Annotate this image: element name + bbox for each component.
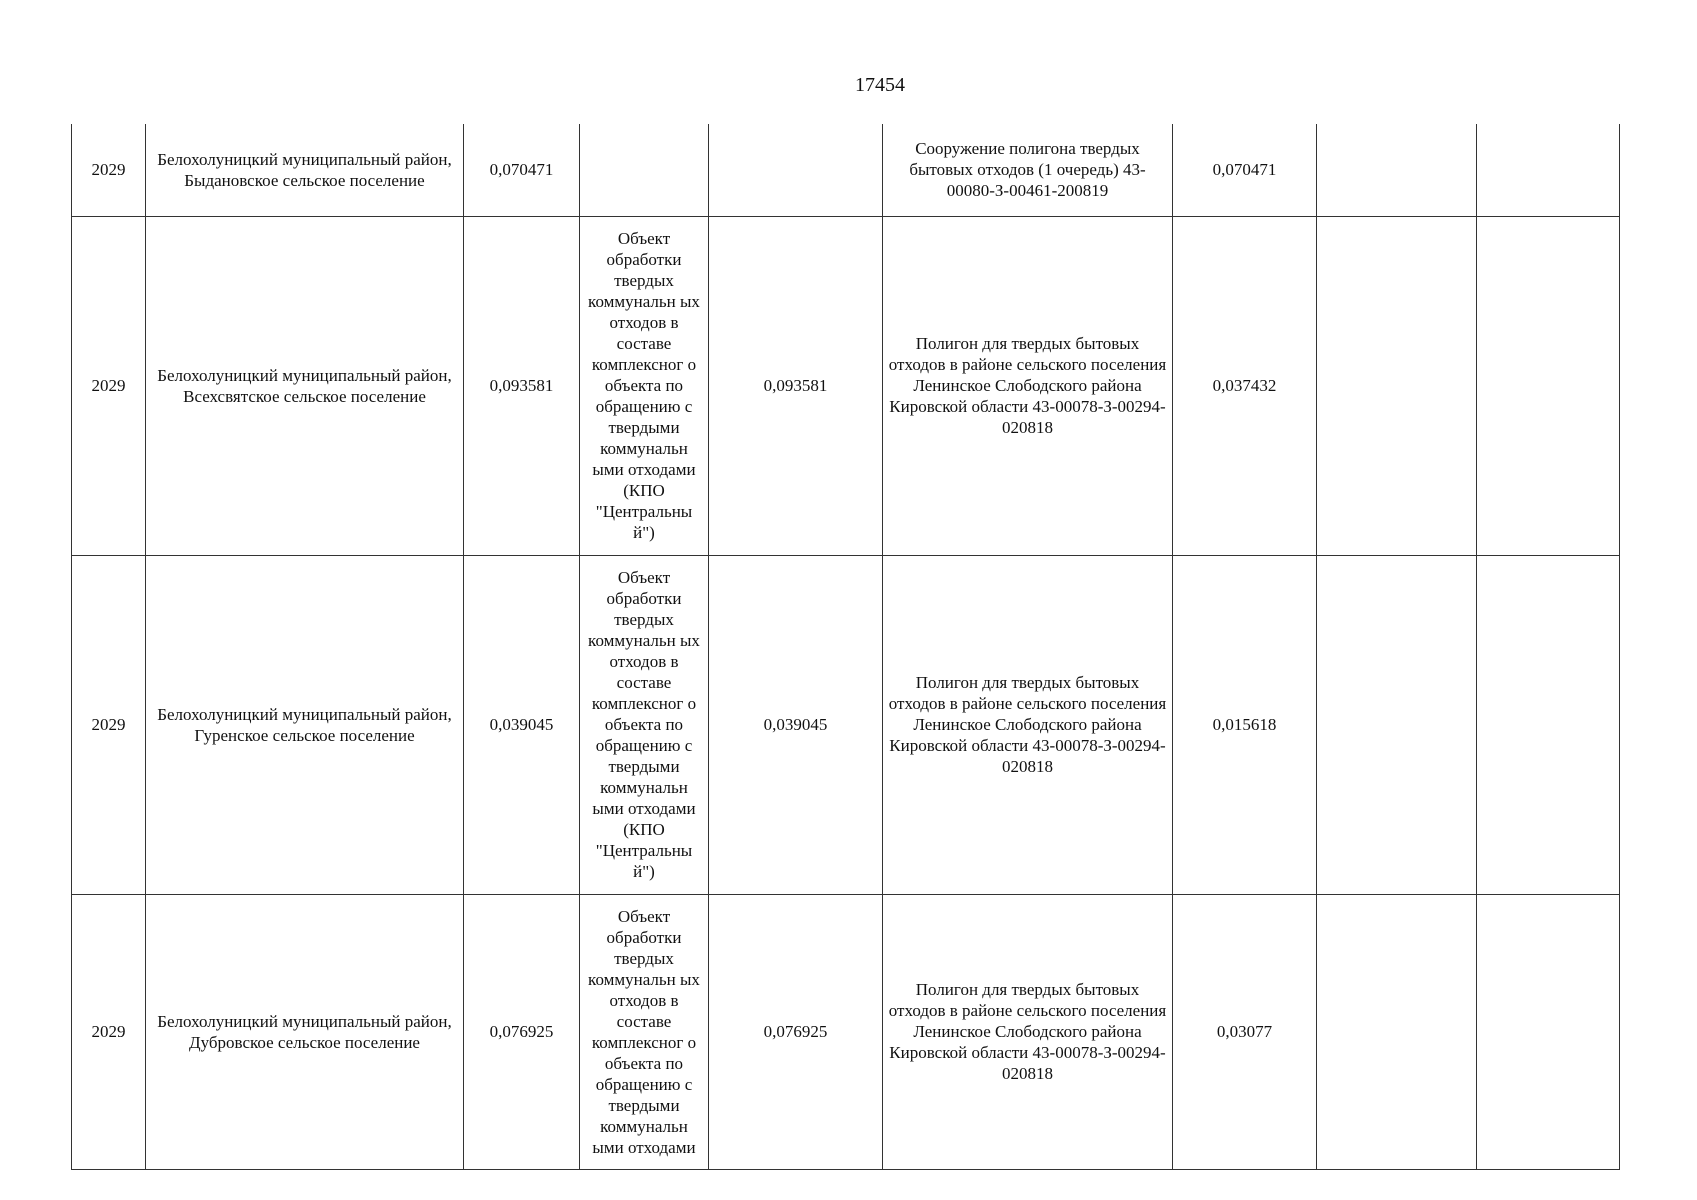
page-number: 17454 [855, 74, 905, 96]
year-cell: 2029 [72, 216, 146, 555]
empty-cell [1477, 124, 1620, 216]
disposal-object-cell: Полигон для твердых бытовых отходов в районе сельского поселения Ленинское Слободского района Кировской области 43-00078-З-00294-020818 [883, 555, 1173, 894]
table-row [72, 124, 1620, 216]
processing-object-cell: Объект обработки твердых коммунальн ых отходов в составе комплексног о объекта по обращению с твердыми коммунальн ыми отходами (КПО "Центральны й") [580, 555, 709, 894]
waste-flow-table [71, 124, 1620, 1170]
disposal-object-cell: Полигон для твердых бытовых отходов в районе сельского поселения Ленинское Слободского района Кировской области 43-00078-З-00294-020818 [883, 216, 1173, 555]
processing-volume-cell: 0,039045 [709, 555, 883, 894]
disposal-object-cell: Полигон для твердых бытовых отходов в районе сельского поселения Ленинское Слободского района Кировской области 43-00078-З-00294-020818 [883, 894, 1173, 1169]
processing-volume-cell: 0,093581 [709, 216, 883, 555]
empty-cell [1477, 555, 1620, 894]
year-cell: 2029 [72, 124, 146, 216]
disposal-volume-cell: 0,037432 [1173, 216, 1317, 555]
empty-cell [1317, 894, 1477, 1169]
disposal-volume-cell: 0,03077 [1173, 894, 1317, 1169]
processing-object-cell: Объект обработки твердых коммунальн ых отходов в составе комплексног о объекта по обращению с твердыми коммунальн ыми отходами [580, 894, 709, 1169]
volume-cell: 0,076925 [464, 894, 580, 1169]
empty-cell [1477, 216, 1620, 555]
table-row [72, 216, 1620, 555]
territory-cell: Белохолуницкий муниципальный район, Дубровское сельское поселение [146, 894, 464, 1169]
territory-cell: Белохолуницкий муниципальный район, Быдановское сельское поселение [146, 124, 464, 216]
processing-volume-cell [709, 124, 883, 216]
table-row [72, 555, 1620, 894]
volume-cell: 0,070471 [464, 124, 580, 216]
volume-cell: 0,093581 [464, 216, 580, 555]
disposal-volume-cell: 0,015618 [1173, 555, 1317, 894]
volume-cell: 0,039045 [464, 555, 580, 894]
empty-cell [1317, 555, 1477, 894]
year-cell: 2029 [72, 555, 146, 894]
processing-volume-cell: 0,076925 [709, 894, 883, 1169]
disposal-object-cell: Сооружение полигона твердых бытовых отходов (1 очередь) 43-00080-З-00461-200819 [883, 124, 1173, 216]
processing-object-cell [580, 124, 709, 216]
empty-cell [1317, 216, 1477, 555]
disposal-volume-cell: 0,070471 [1173, 124, 1317, 216]
territory-cell: Белохолуницкий муниципальный район, Гуренское сельское поселение [146, 555, 464, 894]
table-row [72, 894, 1620, 1169]
year-cell: 2029 [72, 894, 146, 1169]
territory-cell: Белохолуницкий муниципальный район, Всехсвятское сельское поселение [146, 216, 464, 555]
empty-cell [1477, 894, 1620, 1169]
empty-cell [1317, 124, 1477, 216]
processing-object-cell: Объект обработки твердых коммунальн ых отходов в составе комплексног о объекта по обращению с твердыми коммунальн ыми отходами (КПО "Центральны й") [580, 216, 709, 555]
